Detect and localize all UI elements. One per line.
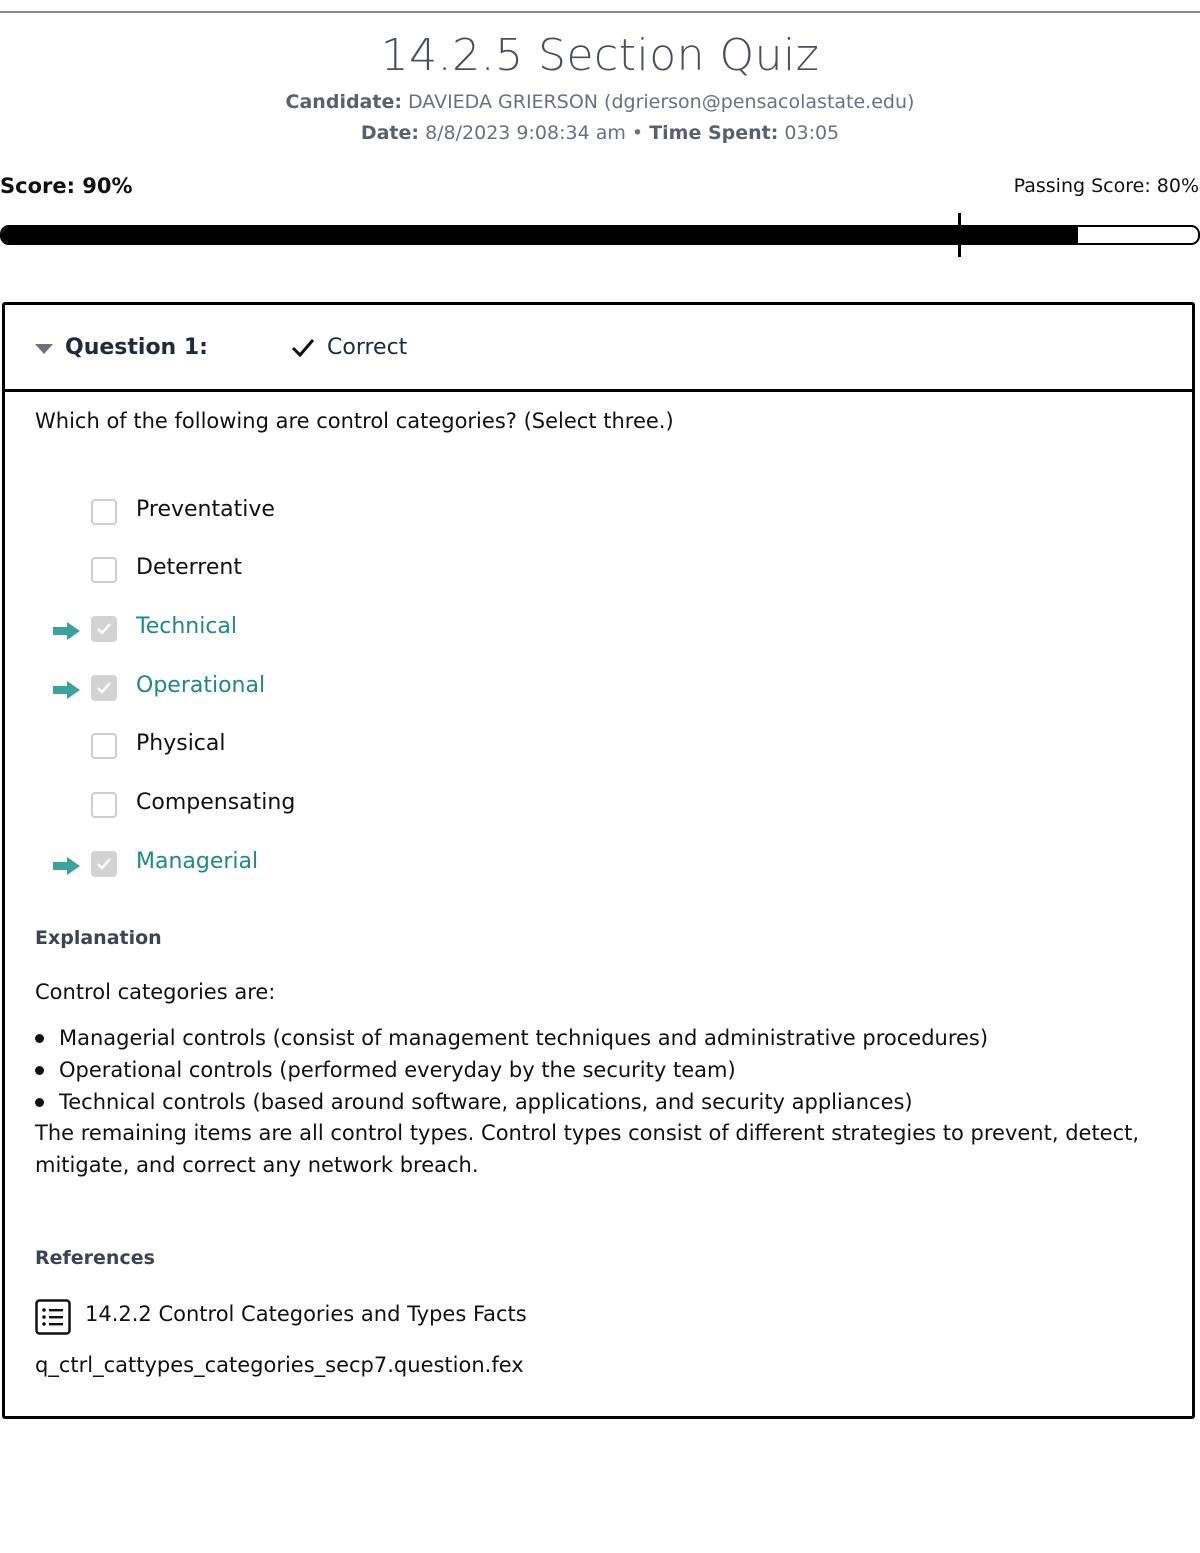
question-card <box>2 302 1195 1419</box>
list-item[interactable] <box>5 847 605 887</box>
checkbox[interactable] <box>91 792 117 818</box>
question-header[interactable] <box>5 305 1192 392</box>
checkbox[interactable] <box>91 733 117 759</box>
time-spent-value: 03:05 <box>784 122 840 144</box>
checkmark-icon <box>96 621 112 637</box>
list-item[interactable] <box>5 788 605 828</box>
separator-dot: • <box>631 122 644 144</box>
score-progress-fill <box>2 227 1078 243</box>
passing-score-label: Passing Score: 80% <box>1013 175 1199 197</box>
reference-link[interactable]: 14.2.2 Control Categories and Types Facts <box>85 1302 527 1326</box>
checkbox[interactable] <box>91 851 117 877</box>
list-item: Technical controls (based around software, applications, and security appliances) <box>35 1086 988 1118</box>
question-text: Which of the following are control categories? (Select three.) <box>35 409 674 433</box>
question-filename: q_ctrl_cattypes_categories_secp7.question.fex <box>35 1353 524 1377</box>
score-label: Score: 90% <box>0 174 133 198</box>
checkmark-icon <box>96 856 112 872</box>
candidate-label: Candidate: <box>285 91 402 113</box>
question-number: Question 1: <box>65 335 208 360</box>
option-label: Managerial <box>136 849 259 874</box>
score-progress-bar <box>0 225 1200 245</box>
list-item: Operational controls (performed everyday by the security team) <box>35 1054 988 1086</box>
option-label: Physical <box>136 731 226 756</box>
explanation-remaining: The remaining items are all control types. Control types consist of different strategies to prevent, detect, mitigate, and correct any network breach. <box>35 1121 1140 1177</box>
checkmark-icon <box>290 335 316 361</box>
caret-down-icon[interactable] <box>35 344 53 354</box>
result-status: Correct <box>327 335 408 360</box>
explanation-intro: Control categories are: <box>35 980 276 1004</box>
list-document-icon[interactable] <box>35 1299 71 1335</box>
candidate-email: (dgrierson@pensacolastate.edu) <box>604 91 915 113</box>
list-item[interactable] <box>5 612 605 652</box>
references-heading: References <box>35 1247 155 1269</box>
option-label: Compensating <box>136 790 296 815</box>
list-item[interactable] <box>5 671 605 711</box>
checkbox[interactable] <box>91 557 117 583</box>
checkmark-icon <box>96 680 112 696</box>
option-label: Technical <box>136 614 238 639</box>
date-value: 8/8/2023 9:08:34 am <box>425 122 626 144</box>
passing-score-marker <box>958 213 961 257</box>
option-label: Preventative <box>136 497 275 522</box>
page-title: 14.2.5 Section Quiz <box>380 30 820 81</box>
arrow-right-icon <box>53 680 81 700</box>
arrow-right-icon <box>53 856 81 876</box>
date-time-info <box>0 122 1200 144</box>
date-label: Date: <box>360 122 420 144</box>
list-item[interactable] <box>5 729 605 769</box>
arrow-right-icon <box>53 621 81 641</box>
candidate-name: DAVIEDA GRIERSON <box>408 91 598 113</box>
candidate-info <box>0 91 1200 113</box>
list-item: Managerial controls (consist of management techniques and administrative procedures) <box>35 1022 988 1054</box>
top-divider <box>0 11 1200 13</box>
list-item[interactable] <box>5 495 605 535</box>
checkbox[interactable] <box>91 499 117 525</box>
checkbox[interactable] <box>91 616 117 642</box>
option-label: Deterrent <box>136 555 242 580</box>
option-label: Operational <box>136 673 266 698</box>
list-item[interactable] <box>5 553 605 593</box>
explanation-heading: Explanation <box>35 927 162 949</box>
checkbox[interactable] <box>91 675 117 701</box>
explanation-list <box>35 1022 988 1118</box>
time-spent-label: Time Spent: <box>649 122 779 144</box>
